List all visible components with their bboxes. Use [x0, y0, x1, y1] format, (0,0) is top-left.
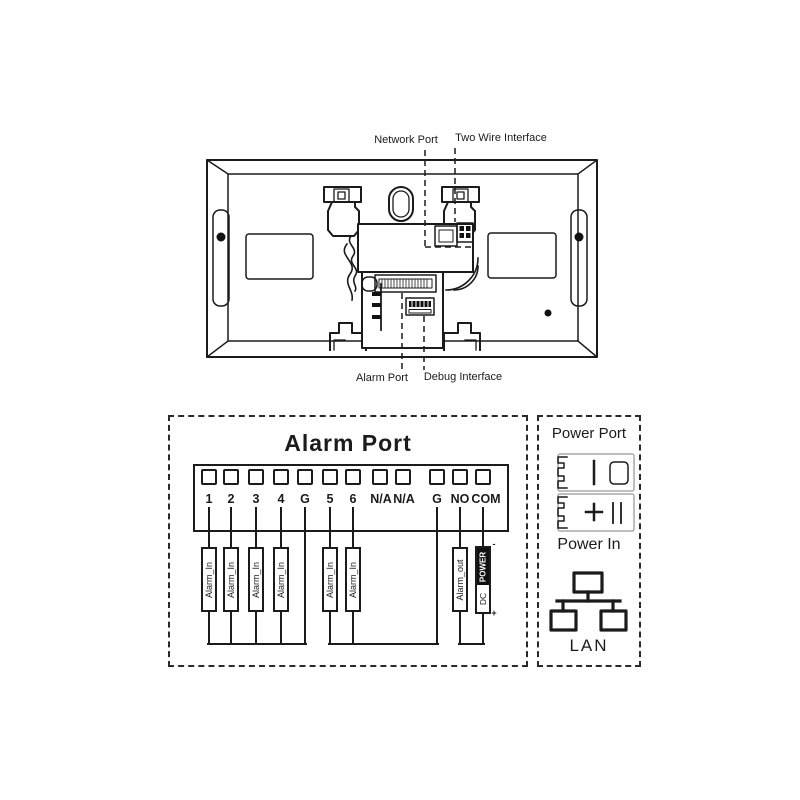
- right-foot-bracket: [444, 323, 480, 350]
- terminal-square-5: [322, 469, 338, 485]
- network-port-connector: [435, 226, 457, 246]
- alarm-in-label: Alarm_In: [251, 561, 261, 598]
- left-cable-channel: [344, 244, 352, 300]
- left-hook-bracket: [324, 187, 361, 291]
- alarm-in-component-1: [201, 547, 217, 612]
- terminal-square-2: [223, 469, 239, 485]
- alarm-in-label: Alarm_In: [348, 561, 358, 598]
- terminal-square-no: [452, 469, 468, 485]
- right-opening: [488, 233, 556, 278]
- terminal-label-4: 4: [277, 492, 285, 506]
- left-latch: [213, 210, 229, 306]
- cable-hole: [389, 187, 413, 221]
- terminal-label-2: 2: [227, 492, 235, 506]
- power-port-title: Power Port: [551, 425, 627, 442]
- lan-label: LAN: [569, 636, 609, 655]
- terminal-label-com: COM: [471, 492, 501, 506]
- dc-power-component: [475, 546, 491, 614]
- alarm-in-component-5: [322, 547, 338, 612]
- two-wire-interface-label: Two Wire Interface: [455, 132, 547, 144]
- alarm-port-callout-label: Alarm Port: [356, 372, 408, 384]
- terminal-label-na2: N/A: [393, 492, 415, 506]
- left-opening: [246, 234, 313, 279]
- polarity-minus: -: [492, 539, 496, 549]
- right-cable-channel: [446, 258, 478, 290]
- alarm-in-component-4: [273, 547, 289, 612]
- terminal-square-4: [273, 469, 289, 485]
- dc-label: DC: [478, 592, 488, 605]
- power-segment: [477, 548, 489, 585]
- terminal-square-na1: [372, 469, 388, 485]
- alarm-port-title: Alarm Port: [284, 430, 412, 456]
- power-in-label: Power In: [557, 536, 621, 553]
- power-label: POWER: [478, 551, 488, 582]
- network-port-label: Network Port: [374, 134, 438, 146]
- terminal-label-g2: G: [432, 492, 442, 506]
- terminal-label-3: 3: [252, 492, 260, 506]
- alarm-in-component-6: [345, 547, 361, 612]
- left-foot-bracket: [330, 323, 366, 350]
- terminal-label-g1: G: [300, 492, 310, 506]
- polarity-plus: +: [491, 608, 497, 618]
- alarm-in-label: Alarm_In: [204, 561, 214, 598]
- terminal-square-com: [475, 469, 491, 485]
- device-rear-outline: [207, 160, 597, 357]
- alarm-in-label: Alarm_In: [276, 561, 286, 598]
- terminal-square-g1: [297, 469, 313, 485]
- debug-interface-connector: [406, 298, 434, 315]
- main-board: [358, 224, 473, 348]
- alarm-in-label: Alarm_In: [226, 561, 236, 598]
- terminal-label-6: 6: [349, 492, 357, 506]
- alarm-in-component-2: [223, 547, 239, 612]
- panel-screw-dot: [545, 310, 552, 317]
- terminal-square-na2: [395, 469, 411, 485]
- terminal-square-3: [248, 469, 264, 485]
- debug-interface-label: Debug Interface: [423, 371, 503, 383]
- terminal-square-1: [201, 469, 217, 485]
- terminal-square-6: [345, 469, 361, 485]
- terminal-label-1: 1: [205, 492, 213, 506]
- pin-header-bracket: [372, 284, 381, 330]
- right-latch: [571, 210, 587, 306]
- dc-segment: [477, 585, 489, 612]
- terminal-label-na1: N/A: [370, 492, 392, 506]
- callout-leaders: [402, 148, 471, 370]
- alarm-in-component-3: [248, 547, 264, 612]
- terminal-square-g2: [429, 469, 445, 485]
- terminal-label-5: 5: [326, 492, 334, 506]
- terminal-label-no: NO: [450, 492, 470, 506]
- alarm-in-label: Alarm_In: [325, 561, 335, 598]
- alarm-out-label: Alarm_out: [455, 558, 465, 601]
- right-hook-bracket: [442, 187, 479, 268]
- two-wire-connector: [457, 223, 473, 242]
- alarm-out-component: [452, 547, 468, 612]
- alarm-port-connector: [362, 275, 436, 292]
